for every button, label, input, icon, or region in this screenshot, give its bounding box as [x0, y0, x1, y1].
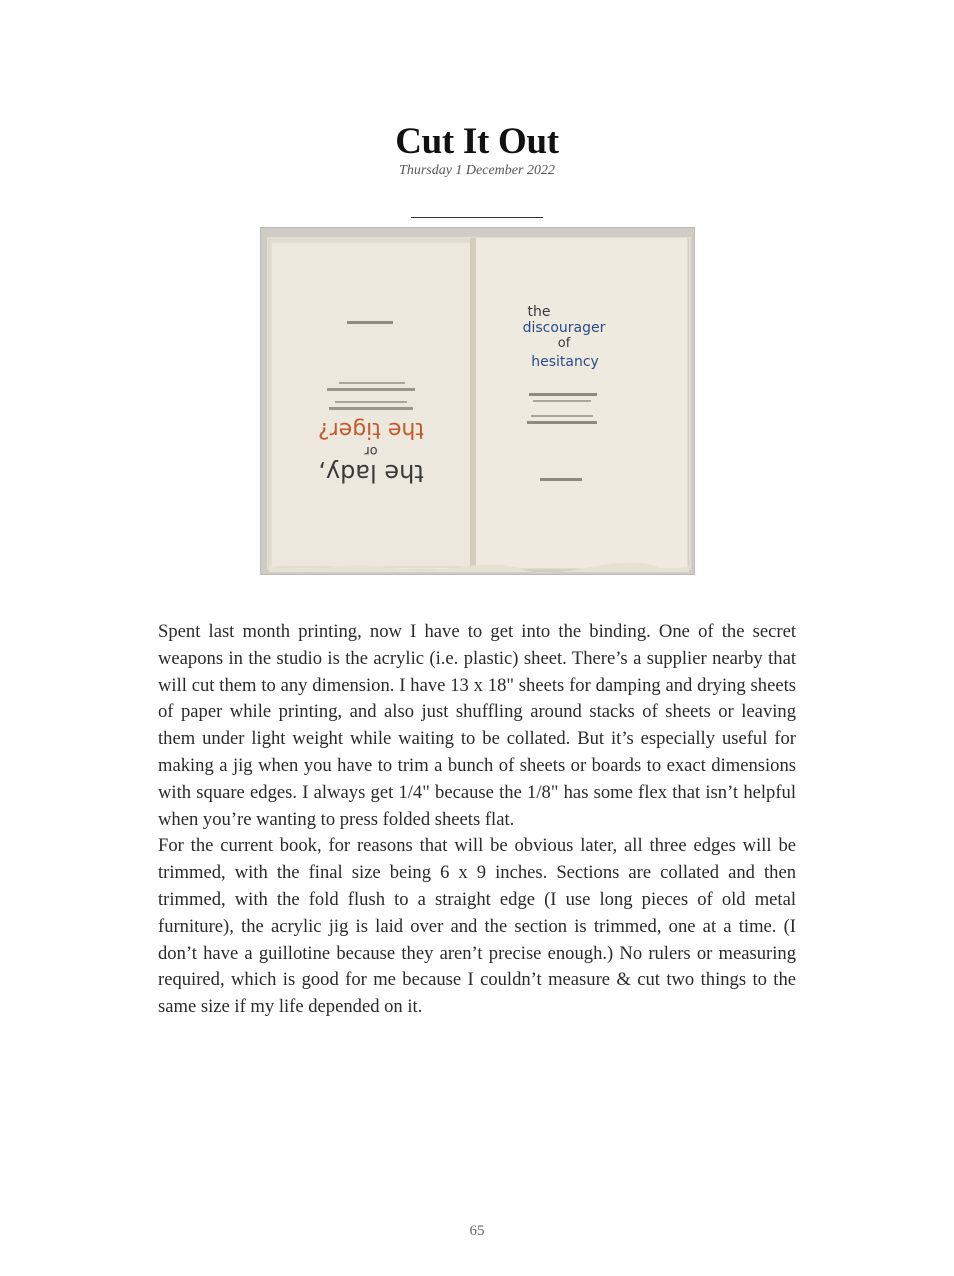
- article-date: Thursday 1 December 2022: [399, 163, 555, 178]
- right-title-line4: hesitancy: [531, 354, 599, 370]
- paragraph: Spent last month printing, now I have to get into the binding. One of the secret weapons in the studio is the acrylic (i.e. plastic) sheet. There’s a supplier nearby that will cut them to any dimension. I have 13 x 18" sheets for damping and drying sheets of paper while printing, and also just shuffling around stacks of sheets or leaving them under light weight while waiting to be collated. But it’s especially useful for making a jig when you have to trim a bunch of sheets or boards to exact dimensions with square edges. I always get 1/4" because the 1/8" has some flex that isn’t helpful when you’re wanting to press folded sheets flat.: [158, 621, 796, 830]
- page-number: 65: [469, 1223, 485, 1239]
- right-book-page: [475, 237, 688, 569]
- paragraph: For the current book, for reasons that will be obvious later, all three edges will be trimmed, with the final size being 6 x 9 inches. Sections are collated and then trimmed, with the fold flush to a straight edge (I use long pieces of old metal furniture), the acrylic jig is laid over and the section is trimmed, one at a time. (I don’t have a guillotine because they aren’t precise enough.) No rulers or measuring required, which is good for me because I couldn’t measure & cut two things to the same size if my life depended on it.: [158, 835, 796, 1018]
- left-title-line1: the lady,: [318, 459, 424, 487]
- article-body: [158, 619, 796, 1021]
- right-title-line3: of: [557, 336, 571, 351]
- article-title: Cut It Out: [395, 121, 559, 162]
- left-book-page: [271, 242, 472, 567]
- right-title-line1: the: [527, 304, 551, 320]
- right-title-line2: discourager: [522, 320, 606, 336]
- left-title-line2: or: [364, 443, 378, 458]
- title-divider: [411, 217, 543, 218]
- book-photo: [260, 227, 695, 575]
- left-title-line3: the tiger?: [317, 417, 425, 442]
